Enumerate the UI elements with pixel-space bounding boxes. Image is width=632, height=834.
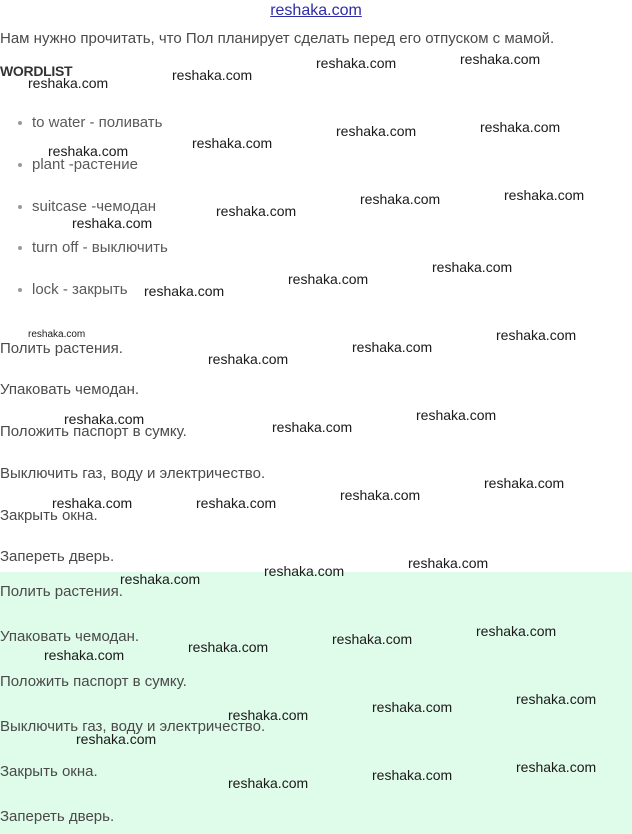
watermark: reshaka.com (316, 55, 397, 71)
watermark: reshaka.com (352, 339, 433, 355)
wordlist-item-text: lock - закрыть (32, 281, 128, 298)
watermark: reshaka.com (460, 51, 541, 67)
wordlist-item (18, 281, 128, 298)
wordlist-item (18, 198, 156, 215)
watermark: reshaka.com (496, 327, 577, 343)
watermark: reshaka.com (480, 119, 561, 135)
watermark: reshaka.com (372, 767, 453, 783)
watermark: reshaka.com (504, 187, 585, 203)
watermark: reshaka.com (372, 699, 453, 715)
plan-line: Упаковать чемодан. (0, 381, 140, 398)
wordlist-item (18, 239, 168, 256)
watermark: reshaka.com (144, 283, 225, 299)
plan-line: Запереть дверь. (0, 548, 115, 565)
watermark: reshaka.com (196, 495, 277, 511)
answer-line: Закрыть окна. (0, 763, 98, 780)
watermark: reshaka.com (48, 143, 129, 159)
watermark: reshaka.com (228, 707, 309, 723)
answer-line: Запереть дверь. (0, 808, 115, 825)
watermark: reshaka.com (432, 259, 513, 275)
plan-line: Закрыть окна. (0, 507, 98, 524)
watermark: reshaka.com (288, 271, 369, 287)
watermark: reshaka.com (360, 191, 441, 207)
site-link[interactable]: reshaka.com (270, 2, 362, 19)
watermark: reshaka.com (64, 411, 145, 427)
plan-line: Выключить газ, воду и электричество. (0, 465, 266, 482)
wordlist-item-text: suitcase -чемодан (32, 198, 157, 215)
wordlist-item-text: plant -растение (32, 156, 138, 173)
watermark: reshaka.com (340, 487, 421, 503)
watermark: reshaka.com (516, 691, 597, 707)
bullet-icon (18, 288, 22, 292)
watermark: reshaka.com (28, 329, 86, 340)
watermark: reshaka.com (264, 563, 345, 579)
watermark: reshaka.com (408, 555, 489, 571)
watermark: reshaka.com (208, 351, 289, 367)
plan-line: Полить растения. (0, 340, 123, 357)
watermark: reshaka.com (336, 123, 417, 139)
watermark: reshaka.com (28, 75, 109, 91)
watermark: reshaka.com (172, 67, 253, 83)
watermark: reshaka.com (476, 623, 557, 639)
bullet-icon (18, 205, 22, 209)
watermark: reshaka.com (272, 419, 353, 435)
watermark: reshaka.com (216, 203, 297, 219)
watermark: reshaka.com (188, 639, 269, 655)
intro-text: Нам нужно прочитать, что Пол планирует сделать перед его отпуском с мамой. (0, 30, 555, 47)
answer-line: Упаковать чемодан. (0, 628, 140, 645)
watermark: reshaka.com (52, 495, 133, 511)
watermark: reshaka.com (120, 571, 201, 587)
watermark: reshaka.com (516, 759, 597, 775)
plan-line: Положить паспорт в сумку. (0, 423, 187, 440)
answer-line: Полить растения. (0, 583, 123, 600)
watermark: reshaka.com (72, 215, 153, 231)
bullet-icon (18, 121, 22, 125)
watermark: reshaka.com (484, 475, 565, 491)
wordlist-item-text: to water - поливать (32, 114, 163, 131)
wordlist-heading: WORDLIST (0, 63, 73, 79)
watermark: reshaka.com (416, 407, 497, 423)
watermark: reshaka.com (44, 647, 125, 663)
watermark: reshaka.com (76, 731, 157, 747)
watermark: reshaka.com (228, 775, 309, 791)
wordlist-item-text: turn off - выключить (32, 239, 168, 256)
answer-line: Положить паспорт в сумку. (0, 673, 187, 690)
wordlist-item (18, 114, 162, 131)
answer-line: Выключить газ, воду и электричество. (0, 718, 266, 735)
bullet-icon (18, 163, 22, 167)
bullet-icon (18, 246, 22, 250)
watermark: reshaka.com (332, 631, 413, 647)
watermark: reshaka.com (192, 135, 273, 151)
